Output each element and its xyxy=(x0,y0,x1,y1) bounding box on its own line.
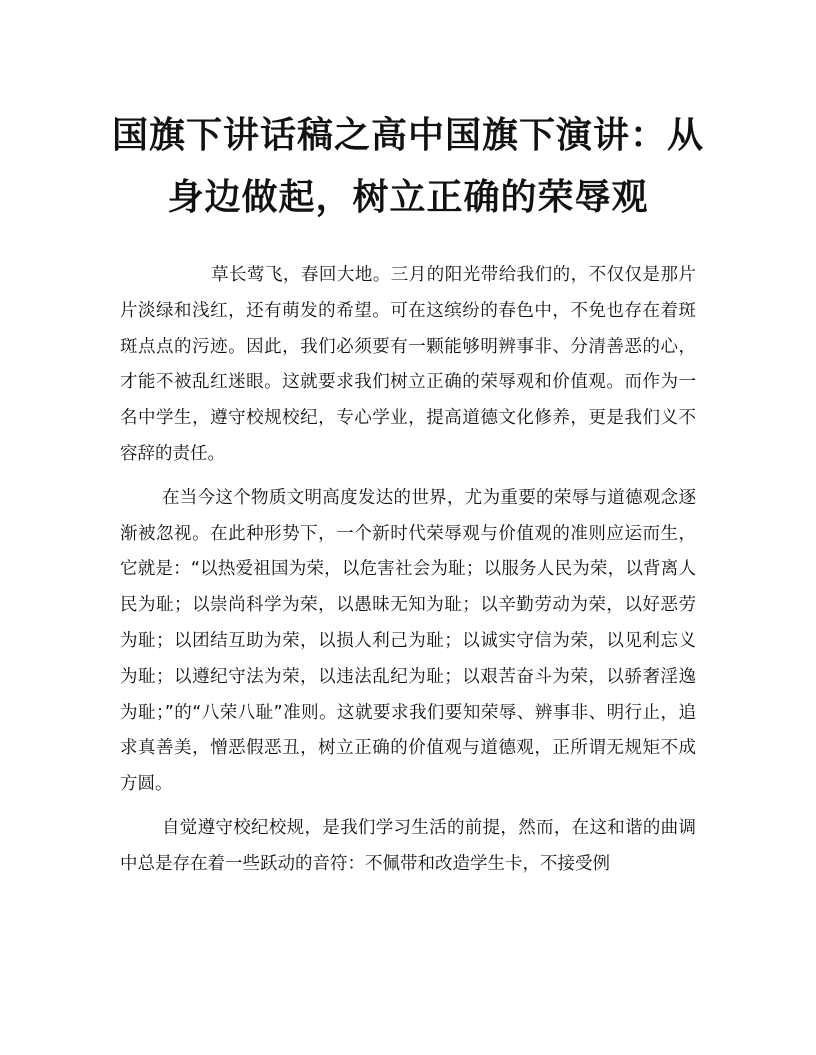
paragraph-2: 在当今这个物质文明高度发达的世界，尤为重要的荣辱与道德观念逐渐被忽视。在此种形势下，一个新时代荣辱观与价值观的准则应运而生，它就是：“以热爱祖国为荣，以危害社会为耻；以服务人民为荣，以背离人民为耻；以崇尚科学为荣，以愚昧无知为耻；以辛勤劳动为荣，以好恶劳为耻；以团结互助为荣，以损人利己为耻；以诚实守信为荣，以见利忘义为耻；以遵纪守法为荣，以违法乱纪为耻；以艰苦奋斗为荣，以骄奢淫逸为耻；”的“八荣八耻”准则。这就要求我们要知荣辱、辨事非、明行止，追求真善美，憎恶假恶丑，树立正确的价值观与道德观，正所谓无规矩不成方圆。 xyxy=(120,487,696,795)
paragraph-1: 草长莺飞，春回大地。三月的阳光带给我们的，不仅仅是那片片淡绿和浅红，还有萌发的希望。可在这缤纷的春色中，不免也存在着斑斑点点的污迹。因此，我们必须要有一颗能够明辨事非、分清善恶的心，才能不被乱红迷眼。这就要求我们树立正确的荣辱观和价值观。而作为一名中学生，遵守校规校纪，专心学业，提高道德文化修养，更是我们义不容辞的责任。 xyxy=(120,265,696,464)
paragraph-3: 自觉遵守校纪校规，是我们学习生活的前提，然而，在这和谐的曲调中总是存在着一些跃动的音符：不佩带和改造学生卡，不接受例 xyxy=(120,817,696,874)
document-body xyxy=(120,258,696,891)
document-title: 国旗下讲话稿之高中国旗下演讲：从身边做起，树立正确的荣辱观 xyxy=(111,114,704,218)
